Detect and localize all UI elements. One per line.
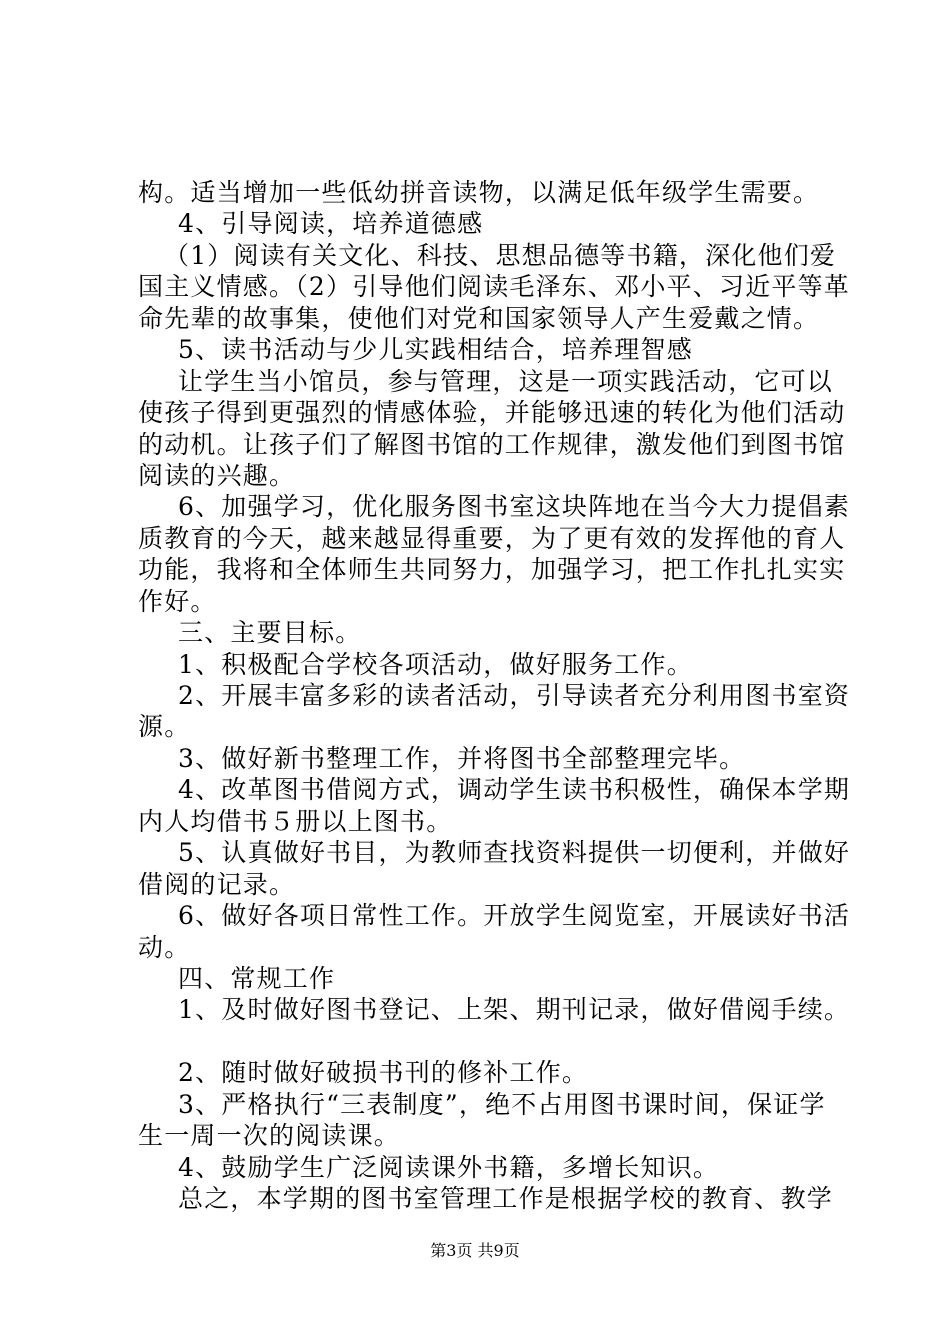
page-footer: 第3页 共9页 — [430, 1241, 520, 1260]
text-line: 3、严格执行“三表制度”，绝不占用图书课时间，保证学 — [178, 1089, 826, 1119]
text-line: 1、积极配合学校各项活动，做好服务工作。 — [178, 649, 693, 679]
text-line: 功能，我将和全体师生共同努力，加强学习，把工作扎扎实实 — [138, 555, 846, 585]
text-line: 的动机。让孩子们了解图书馆的工作规律，激发他们到图书馆 — [138, 429, 846, 459]
text-line: 4、改革图书借阅方式，调动学生读书积极性，确保本学期 — [178, 775, 851, 805]
text-line: 4、鼓励学生广泛阅读课外书籍，多增长知识。 — [178, 1152, 720, 1182]
text-line: 使孩子得到更强烈的情感体验，并能够迅速的转化为他们活动 — [138, 398, 846, 428]
text-line: 作好。 — [138, 586, 217, 616]
text-line: 国主义情感。（2）引导他们阅读毛泽东、邓小平、习近平等革 — [138, 272, 851, 302]
text-line: 2、开展丰富多彩的读者活动，引导读者充分利用图书室资 — [178, 681, 851, 710]
text-line: 6、加强学习，优化服务图书室这块阵地在当今大力提倡素 — [178, 492, 851, 522]
text-line: 内人均借书５册以上图书。 — [138, 806, 453, 836]
text-line: 借阅的记录。 — [138, 869, 296, 899]
text-line: 质教育的今天，越来越显得重要，为了更有效的发挥他的育人 — [138, 523, 846, 553]
section-heading: 四、常规工作 — [178, 963, 336, 993]
text-line: （1）阅读有关文化、科技、思想品德等书籍，深化他们爱 — [164, 240, 837, 270]
text-line: 构。适当增加一些低幼拼音读物，以满足低年级学生需要。 — [138, 178, 820, 207]
text-line: 源。 — [138, 712, 191, 742]
text-line: 5、读书活动与少儿实践相结合，培养理智感 — [178, 335, 693, 365]
text-line: 1、及时做好图书登记、上架、期刊记录，做好借阅手续。 — [178, 995, 851, 1025]
text-line: 6、做好各项日常性工作。开放学生阅览室，开展读好书活 — [178, 901, 851, 931]
text-line: 2、随时做好破损书刊的修补工作。 — [178, 1058, 589, 1088]
text-line: 动。 — [138, 932, 191, 962]
text-line: 3、做好新书整理工作，并将图书全部整理完毕。 — [178, 743, 746, 773]
text-line: 生一周一次的阅读课。 — [138, 1121, 401, 1151]
section-heading: 三、主要目标。 — [178, 618, 362, 648]
text-line: 4、引导阅读，培养道德感 — [178, 209, 484, 239]
text-line: 让学生当小馆员，参与管理，这是一项实践活动，它可以 — [178, 366, 834, 396]
text-line: 总之，本学期的图书室管理工作是根据学校的教育、教学 — [178, 1184, 834, 1213]
text-line: 阅读的兴趣。 — [138, 460, 296, 490]
text-line: 5、认真做好书目，为教师查找资料提供一切便利，并做好 — [178, 838, 851, 868]
text-line: 命先辈的故事集，使他们对党和国家领导人产生爱戴之情。 — [138, 303, 820, 333]
